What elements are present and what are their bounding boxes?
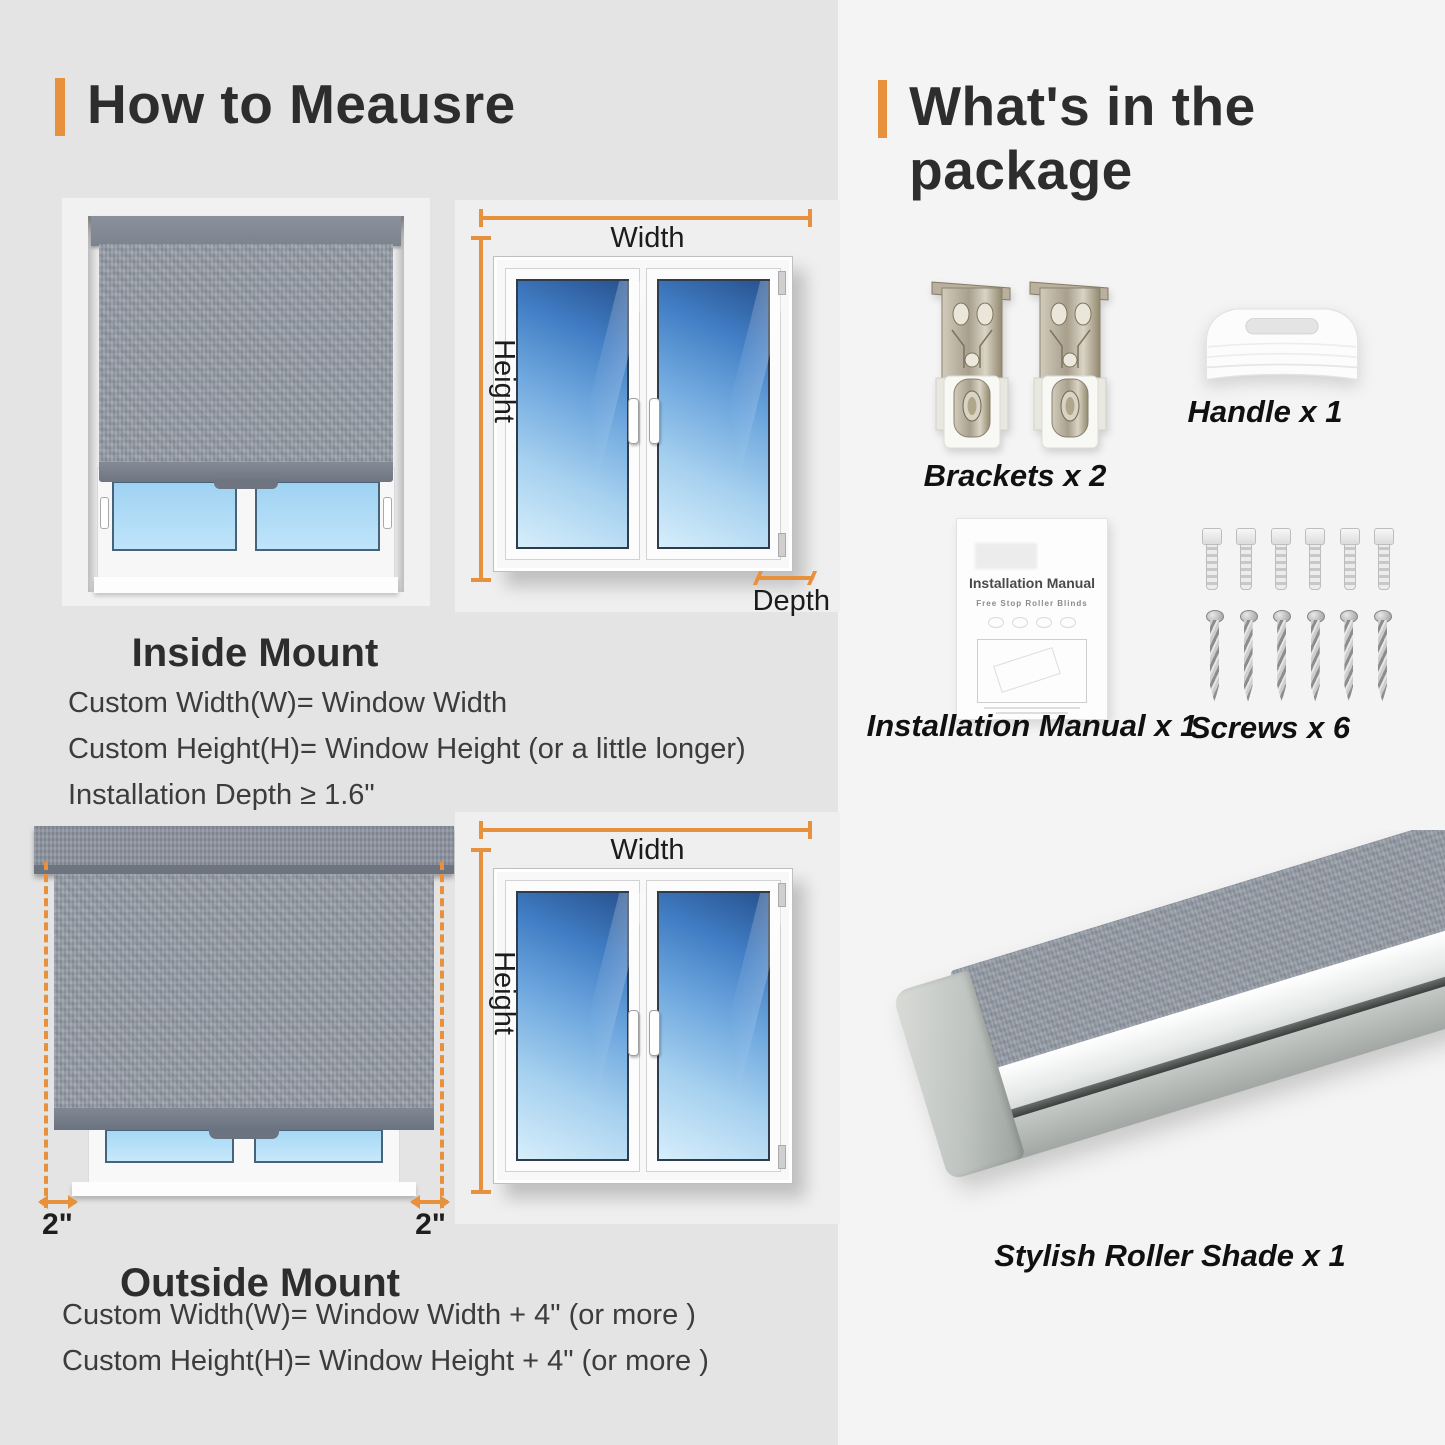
height-measure-line — [479, 848, 483, 1194]
anchor — [1202, 528, 1222, 590]
window-sill — [72, 1182, 416, 1196]
anchor — [1374, 528, 1394, 590]
anchor — [1271, 528, 1291, 590]
inside-note-depth: Installation Depth ≥ 1.6" — [68, 779, 375, 811]
handle-label: Handle x 1 — [1187, 394, 1343, 429]
manual-cover-title: Installation Manual — [968, 575, 1095, 591]
brackets-label: Brackets x 2 — [923, 458, 1107, 493]
window-sash-left — [505, 268, 640, 560]
inside-mount-heading: Inside Mount — [131, 631, 379, 676]
outside-mount-notes — [62, 1292, 709, 1384]
accent-bar — [878, 80, 887, 138]
package-title: What's in the package — [909, 75, 1256, 201]
bracket-graphic-1 — [928, 276, 1016, 458]
window-frame — [493, 256, 793, 572]
inside-mount-notes — [68, 680, 746, 818]
window-hinge-bottom — [778, 533, 786, 557]
height-measure-line — [479, 236, 483, 582]
screw — [1206, 610, 1224, 704]
window-handle-left — [628, 398, 639, 444]
width-label: Width — [610, 222, 685, 254]
manual-cover-smudge — [975, 543, 1037, 569]
cassette-body — [950, 830, 1445, 1163]
window-hinge-top — [778, 883, 786, 907]
inside-mount-illustration — [62, 198, 430, 606]
width-label: Width — [610, 834, 685, 866]
shade-fabric — [54, 874, 434, 1110]
overlap-arrow-left — [40, 1200, 76, 1204]
package-title-block — [878, 74, 1445, 202]
measure-diagram-inside — [455, 200, 840, 617]
window-frame — [493, 868, 793, 1184]
depth-label: Depth — [752, 585, 830, 617]
how-to-measure-title: How to Meausre — [87, 73, 516, 135]
width-measure-line — [479, 828, 812, 832]
manual-cover-diagram — [977, 639, 1087, 703]
gap-label-left: 2" — [42, 1208, 73, 1241]
gap-label-right: 2" — [415, 1208, 446, 1241]
window-sill — [94, 577, 398, 593]
depth-measure-line — [755, 576, 815, 580]
shade-pull-tab — [214, 479, 278, 489]
inside-note-width: Custom Width(W)= Window Width — [68, 687, 508, 719]
wall-anchors-graphic — [1202, 528, 1394, 590]
window-handle-left — [100, 497, 109, 529]
roller-shade-inside — [91, 216, 401, 482]
window-hinge-top — [778, 271, 786, 295]
outside-note-width: Custom Width(W)= Window Width + 4" (or more ) — [62, 1299, 696, 1331]
anchor — [1236, 528, 1256, 590]
outside-mount-heading: Outside Mount — [120, 1261, 400, 1306]
screw — [1374, 610, 1392, 704]
manual-cover-subtitle: Free Stop Roller Blinds — [976, 599, 1088, 608]
overlap-arrow-right — [412, 1200, 448, 1204]
window-handle-right — [649, 1010, 660, 1056]
window-glass-right — [657, 891, 770, 1161]
shade-pull-tab — [209, 1128, 279, 1139]
screw — [1307, 610, 1325, 704]
shade-cassette — [91, 216, 401, 246]
window-recess — [88, 216, 404, 592]
screws-graphic — [1206, 610, 1392, 704]
window-glass-right — [657, 279, 770, 549]
window-pane-left — [112, 481, 237, 551]
screw — [1273, 610, 1291, 704]
accent-bar — [55, 78, 65, 136]
window-sash-left — [505, 880, 640, 1172]
height-label: Height — [488, 951, 520, 1036]
screw — [1240, 610, 1258, 704]
screws-label: Screws x 6 — [1189, 710, 1351, 745]
outside-mount-illustration — [28, 800, 460, 1241]
overlap-guide-left — [44, 862, 48, 1208]
shade-fabric — [99, 244, 393, 464]
inside-note-height: Custom Height(H)= Window Height (or a little longer) — [68, 733, 746, 765]
roller-shade-label: Stylish Roller Shade x 1 — [994, 1238, 1346, 1273]
anchor — [1340, 528, 1360, 590]
width-measure-line — [479, 216, 812, 220]
overlap-guide-right — [440, 862, 444, 1208]
height-label: Height — [488, 339, 520, 424]
window-handle-left — [628, 1010, 639, 1056]
roller-shade-product-graphic — [838, 830, 1445, 1220]
shade-bottom-bar — [99, 462, 393, 482]
window-pane-right — [255, 481, 380, 551]
window-hinge-bottom — [778, 1145, 786, 1169]
measure-diagram-outside — [455, 812, 840, 1224]
window-sash-right — [646, 880, 781, 1172]
shade-cassette-bar — [891, 830, 1445, 1181]
handle-graphic — [1196, 294, 1368, 386]
window-glass-left — [516, 891, 629, 1161]
anchor — [1305, 528, 1325, 590]
outside-note-height: Custom Height(H)= Window Height + 4" (or more ) — [62, 1345, 709, 1377]
window-sash-right — [646, 268, 781, 560]
shade-bottom-bar — [54, 1108, 434, 1130]
shade-cassette — [34, 826, 454, 874]
window-glass-left — [516, 279, 629, 549]
window-handle-right — [383, 497, 392, 529]
bracket-graphic-2 — [1026, 276, 1114, 458]
how-to-measure-title-block — [55, 72, 516, 136]
installation-manual-graphic — [956, 518, 1108, 720]
window-handle-right — [649, 398, 660, 444]
manual-cover-icons — [957, 617, 1107, 628]
manual-label: Installation Manual x 1 — [866, 708, 1198, 743]
screw — [1340, 610, 1358, 704]
